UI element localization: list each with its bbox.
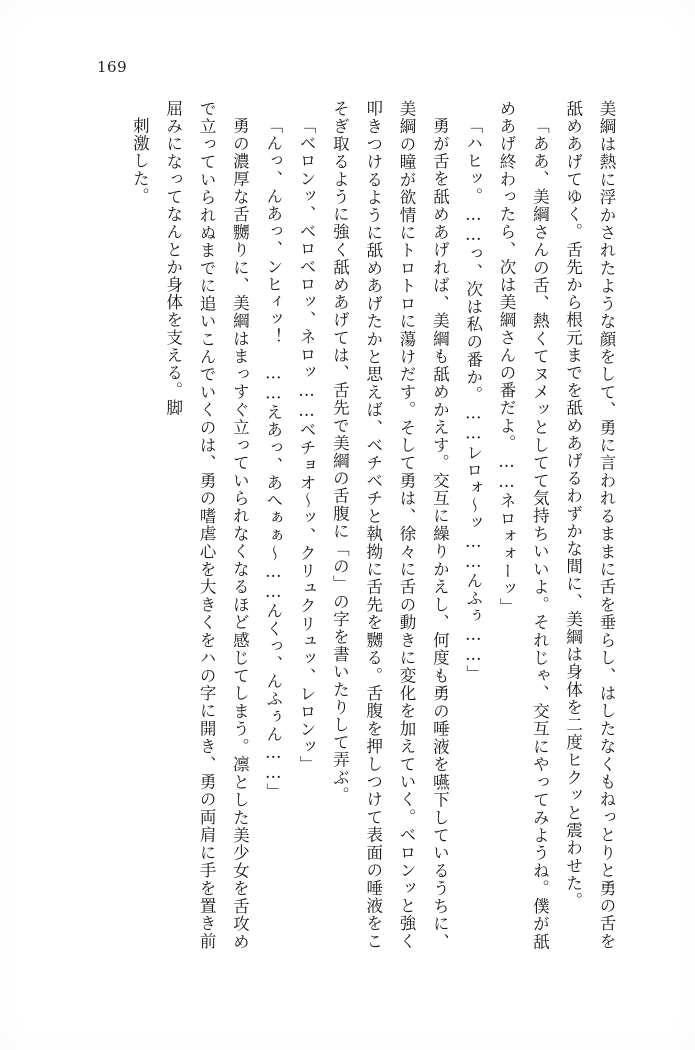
paragraph: 美綱は熱に浮かされたような顔をして、勇に言われるままに舌を垂らし、はしたなくもねっとりと勇の舌を舐めあげてゆく。舌先から根元までを舐めあげるわずかな間に、美綱は身体を二度ヒクッと震わせた。: [563, 100, 616, 950]
page-number: 169: [97, 58, 128, 76]
paragraph: 「ああ、美綱さんの舌、熱くてヌメッとしてて気持ちいいよ。それじゃ、交互にやってみようね。僕が舐めあげ終わったら、次は美綱さんの番だよ。……ネロォォーッ」: [497, 100, 550, 950]
paragraph: 勇の濃厚な舌嬲りに、美綱はまっすぐ立っていられなくなるほど感じてしまう。凛とした美少女を舌攻めで立っていられぬまでに追いこんでいくのは、勇の嗜虐心を大きくをハの字に開き、勇の両肩に手を置き前屈みになってなんとか身体を支える。脚: [163, 100, 250, 950]
paragraph: 刺激した。: [130, 116, 150, 205]
vertical-text-body: [83, 100, 623, 950]
paragraph: 「ハヒッ。……っ、次は私の番か。……レロォ～ッ……んふぅ……」: [463, 116, 483, 683]
paragraph: 勇が舌を舐めあげれば、美綱も舐めかえす。交互に繰りかえし、何度も勇の唾液を嚥下しているうちに、美綱の瞳が欲情にトロトロに蕩けだす。そして勇は、徐々に舌の動きに変化を加えていく。ベロンッと強く叩きつけるように舐めあげたかと思えば、ベチベチと執拗に舌先を嬲る。舌腹を押しつけて表面の唾液をこそぎ取るように強く舐めあげては、舌先で美綱の舌腹に「の」の字を書いたりして弄ぶ。: [330, 100, 450, 950]
paragraph: 「ベロンッ、ベロベロッ、ネロッ……ベチョオ～ッ、クリュクリュッ、レロンッ」: [297, 116, 317, 773]
paragraph: 「んっ、んあっ、ンヒィッ！ ……えあっ、あへぁぁ～……んくっ、んふぅん……」: [263, 116, 283, 801]
